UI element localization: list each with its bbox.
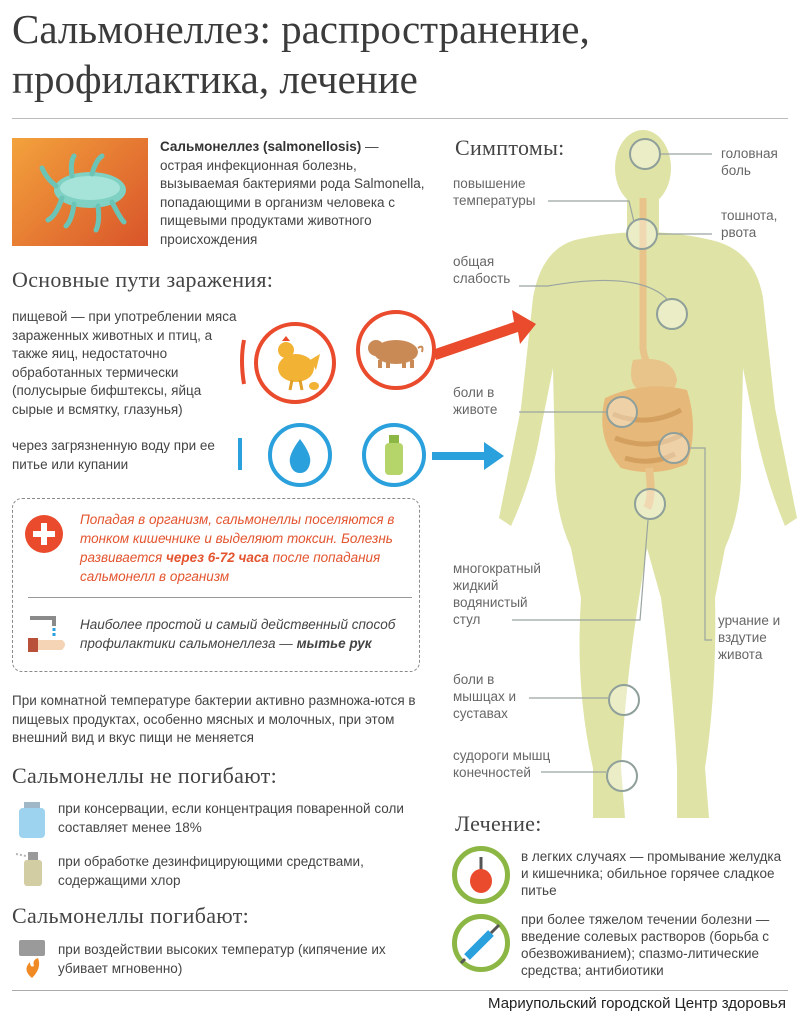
hand-washing-icon	[24, 612, 70, 654]
treatment-severe: при более тяжелом течении болезни — введение солевых растворов (борьба с обезвоживанием); спазмо-литические средства; антибиотики	[521, 912, 770, 978]
symptom-nausea: тошнота, рвота	[721, 208, 778, 240]
route-food-text: пищевой — при употреблении мяса зараженных животных и птиц, а также яиц, недостаточно обработанных термически (полусырые бифштексы, яйца сырые и всмятку, глазунья)	[12, 309, 237, 417]
infection-info	[80, 510, 400, 586]
syringe-icon	[452, 914, 510, 972]
hand-washing-label: мытье рук	[296, 636, 372, 651]
spray-bottle-icon	[14, 848, 48, 888]
symptom-rumbling: урчание и вздутие живота	[718, 613, 781, 662]
symptom-cramps: судороги мышц конечностей	[453, 748, 551, 780]
symptom-stool: многократный жидкий водянистый стул	[453, 561, 541, 627]
salt-jar-icon	[16, 800, 48, 840]
bottle-icon	[362, 423, 426, 487]
definition-body: острая инфекционная болезнь, вызываемая бактериями рода Salmonella, попадающими в организм человека с пищевыми продуктами животного происхождения	[160, 157, 425, 247]
infection-line1: Попадая в организм, сальмонеллы поселяются в тонком кишечнике и выделяют токсин.	[80, 512, 395, 546]
routes-heading: Основные пути заражения:	[12, 267, 274, 292]
die-item1: при воздействии высоких температур (кипячение их убивает мгновенно)	[58, 942, 386, 976]
water-arrow	[432, 442, 504, 470]
symptom-headache: головная боль	[721, 146, 778, 178]
infection-line2-pre: Болезнь развивается	[80, 531, 393, 565]
not-die-heading: Сальмонеллы не погибают:	[12, 763, 277, 788]
symptom-fever: повышение температуры	[453, 176, 536, 208]
route-water-text: через загрязненную воду при ее питье или купании	[12, 438, 215, 472]
incubation-period: через 6-72 часа	[165, 550, 269, 565]
definition-dash: —	[361, 139, 379, 154]
water-drop-icon	[268, 423, 332, 487]
treatment-heading: Лечение:	[455, 811, 542, 836]
symptom-weakness: общая слабость	[453, 254, 511, 286]
definition-text	[160, 138, 425, 249]
info-divider	[28, 597, 412, 598]
medical-cross-icon	[25, 515, 63, 553]
pig-icon	[356, 310, 436, 390]
bacteria-icon	[12, 138, 148, 246]
enema-bulb-icon	[452, 846, 510, 904]
infection-line2-post: после попадания сальмонелл в организм	[80, 550, 381, 584]
not-die-item1: при консервации, если концентрация поваренной соли составляет менее 18%	[58, 801, 404, 835]
footer-credit: Мариупольский городской Центр здоровья	[488, 995, 786, 1012]
prevention-info	[80, 615, 410, 653]
room-temperature-text: При комнатной температуре бактерии активно размножа-ются в пищевых продуктах, особенно мясных и молочных, при этом внешний вид и вкус пищи не меняется	[12, 693, 416, 745]
boiling-pot-icon	[16, 938, 48, 980]
chicken-icon	[254, 322, 336, 404]
die-heading: Сальмонеллы погибают:	[12, 903, 250, 928]
footer-divider	[12, 990, 788, 991]
bacteria-image	[12, 138, 148, 246]
not-die-item2: при обработке дезинфицирующими средствами, содержащими хлор	[58, 854, 364, 888]
prevention-text: Наиболее простой и самый действенный способ профилактики сальмонеллеза —	[80, 617, 396, 651]
treatment-mild: в легких случаях — промывание желудка и кишечника; обильное горячее сладкое питье	[521, 849, 782, 898]
symptom-abdominal-pain: боли в животе	[453, 385, 498, 417]
food-bracket	[242, 340, 244, 384]
food-arrow	[432, 310, 536, 360]
page-title: Сальмонеллез: распространение, профилактика, лечение	[12, 6, 590, 102]
definition-term: Сальмонеллез (salmonellosis)	[160, 139, 362, 154]
symptom-muscle-pain: боли в мышцах и суставах	[453, 672, 517, 721]
symptoms-heading: Симптомы:	[455, 135, 565, 160]
